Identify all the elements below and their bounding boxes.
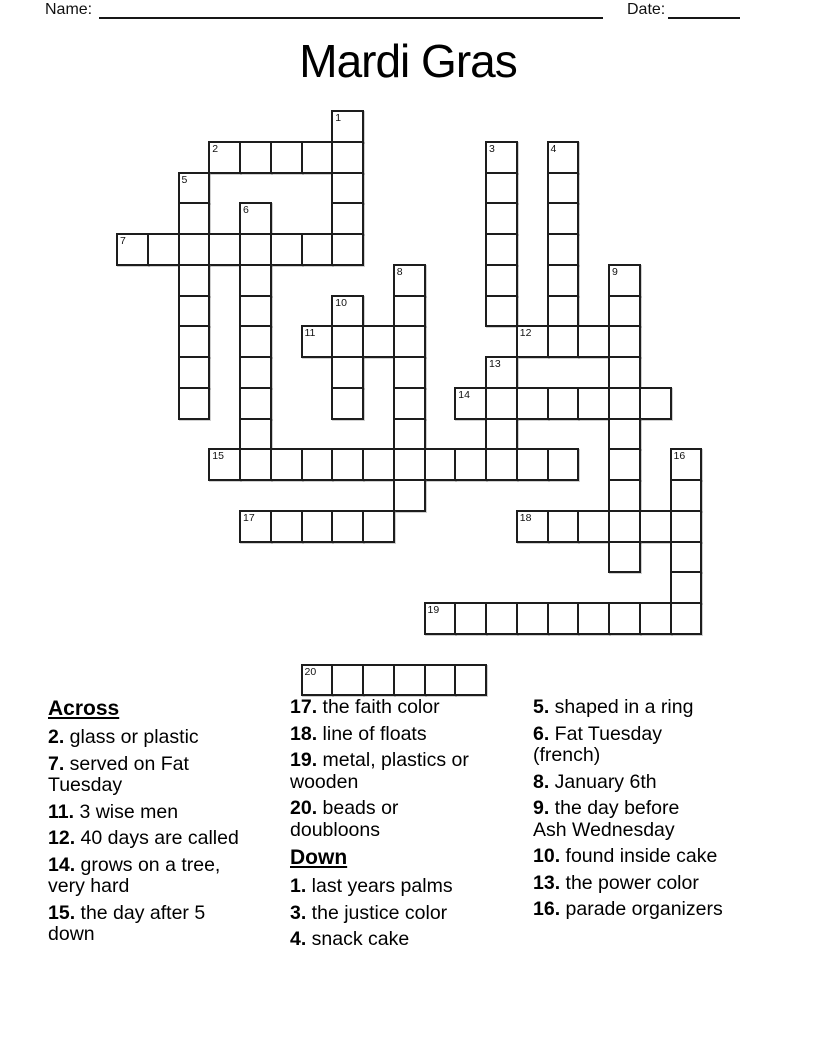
cell-number: 8 [396, 265, 403, 278]
clue-number: 13. [533, 871, 561, 894]
grid-cell[interactable] [116, 233, 149, 266]
clue-number: 12. [48, 827, 76, 849]
grid-cell[interactable] [424, 664, 457, 697]
grid-cell[interactable] [239, 448, 272, 481]
clue-number: 16. [533, 898, 561, 920]
clue-section-heading: Across [48, 697, 120, 720]
grid-cell[interactable] [485, 264, 518, 297]
date-line[interactable] [668, 1, 740, 19]
clue-column-2 [290, 697, 524, 956]
grid-cell[interactable] [424, 448, 457, 481]
cell-number: 16 [673, 450, 686, 463]
grid-cell[interactable] [547, 387, 580, 420]
grid-cell[interactable] [608, 510, 641, 543]
grid-cell[interactable] [547, 141, 580, 174]
clue-column-1 [48, 697, 282, 951]
grid-cell[interactable] [239, 264, 272, 297]
grid-cell[interactable] [485, 202, 518, 235]
cell-number: 4 [550, 142, 557, 155]
crossword-grid [116, 110, 702, 696]
grid-cell[interactable] [362, 448, 395, 481]
grid-cell[interactable] [608, 356, 641, 389]
grid-cell[interactable] [301, 448, 334, 481]
grid-cell[interactable] [608, 387, 641, 420]
cell-number: 1 [335, 112, 342, 124]
clue-item: 10. found inside cake [533, 845, 718, 867]
grid-cell[interactable] [485, 356, 518, 389]
grid-cell[interactable] [608, 264, 641, 297]
clue-number: 9. [533, 797, 550, 819]
grid-cell[interactable] [485, 141, 518, 174]
cell-number: 12 [519, 327, 532, 340]
grid-cell[interactable] [577, 510, 610, 543]
clue-number: 18. [290, 722, 318, 745]
clue-item: 16. parade organizers [533, 898, 723, 920]
grid-cell[interactable] [670, 571, 703, 604]
grid-cell[interactable] [516, 510, 549, 543]
grid-cell[interactable] [178, 325, 211, 358]
grid-cell[interactable] [547, 233, 580, 266]
grid-cell[interactable] [547, 448, 580, 481]
clue-item: 18. line of floats [290, 722, 427, 745]
grid-cell[interactable] [393, 356, 426, 389]
cell-number: 20 [304, 665, 317, 678]
grid-cell[interactable] [670, 479, 703, 512]
clue-item: 4. snack cake [290, 928, 410, 950]
grid-cell[interactable] [608, 448, 641, 481]
grid-cell[interactable] [301, 325, 334, 358]
grid-cell[interactable] [577, 602, 610, 635]
grid-cell[interactable] [331, 356, 364, 389]
cell-number: 10 [335, 296, 347, 309]
clue-item: 5. shaped in a ring [533, 696, 694, 718]
grid-cell[interactable] [608, 325, 641, 358]
grid-cell[interactable] [547, 264, 580, 297]
clue-number: 3. [290, 901, 307, 924]
clue-item: 11. 3 wise men [48, 800, 179, 823]
grid-cell[interactable] [608, 541, 641, 574]
grid-cell[interactable] [547, 602, 580, 635]
grid-cell[interactable] [362, 510, 395, 543]
cell-number: 11 [304, 327, 316, 340]
grid-cell[interactable] [331, 325, 364, 358]
grid-cell[interactable] [362, 664, 395, 697]
grid-cell[interactable] [178, 233, 211, 266]
name-label: Name: [45, 1, 93, 18]
cell-number: 3 [489, 142, 495, 155]
cell-number: 14 [458, 388, 470, 401]
grid-cell[interactable] [485, 448, 518, 481]
grid-cell[interactable] [331, 510, 364, 543]
grid-cell[interactable] [178, 172, 211, 205]
grid-cell[interactable] [208, 233, 241, 266]
clue-item: 20. beads or doubloons [290, 797, 399, 841]
clue-item: 3. the justice color [290, 901, 448, 924]
grid-cell[interactable] [577, 325, 610, 358]
clue-column-3 [533, 697, 773, 926]
grid-cell[interactable] [270, 141, 303, 174]
grid-cell[interactable] [239, 141, 272, 174]
grid-cell[interactable] [178, 387, 211, 420]
clue-item: 1. last years palms [290, 875, 453, 897]
grid-cell[interactable] [270, 510, 303, 543]
clue-number: 19. [290, 749, 318, 771]
grid-cell[interactable] [393, 448, 426, 481]
clue-item: 19. metal, plastics or wooden [290, 749, 469, 793]
grid-cell[interactable] [331, 110, 364, 143]
grid-cell[interactable] [393, 479, 426, 512]
clue-section-heading: Down [290, 846, 348, 869]
grid-cell[interactable] [331, 387, 364, 420]
grid-cell[interactable] [608, 479, 641, 512]
grid-cell[interactable] [393, 418, 426, 451]
grid-cell[interactable] [577, 387, 610, 420]
grid-cell[interactable] [331, 295, 364, 328]
cell-number: 9 [612, 265, 618, 278]
clue-item: 7. served on Fat Tuesday [48, 752, 189, 796]
clue-item: 2. glass or plastic [48, 726, 199, 748]
grid-cell[interactable] [516, 602, 549, 635]
grid-cell[interactable] [239, 510, 272, 543]
grid-cell[interactable] [331, 233, 364, 266]
clue-number: 2. [48, 726, 65, 748]
grid-cell[interactable] [393, 264, 426, 297]
grid-cell[interactable] [393, 664, 426, 697]
clue-number: 15. [48, 901, 76, 924]
grid-cell[interactable] [331, 448, 364, 481]
cell-number: 6 [243, 204, 249, 217]
grid-cell[interactable] [393, 387, 426, 420]
grid-cell[interactable] [670, 541, 703, 574]
grid-cell[interactable] [393, 295, 426, 328]
grid-cell[interactable] [331, 202, 364, 235]
grid-cell[interactable] [454, 664, 487, 697]
grid-cell[interactable] [547, 202, 580, 235]
grid-cell[interactable] [331, 664, 364, 697]
grid-cell[interactable] [424, 602, 457, 635]
clue-number: 11. [48, 800, 75, 823]
grid-cell[interactable] [239, 233, 272, 266]
grid-cell[interactable] [608, 295, 641, 328]
grid-cell[interactable] [178, 264, 211, 297]
clue-item: 13. the power color [533, 871, 699, 894]
clue-item: 6. Fat Tuesday (french) [533, 722, 662, 766]
grid-cell[interactable] [485, 387, 518, 420]
grid-cell[interactable] [239, 295, 272, 328]
grid-cell[interactable] [670, 602, 703, 635]
grid-cell[interactable] [178, 356, 211, 389]
clue-item: 9. the day before Ash Wednesday [533, 797, 680, 841]
grid-cell[interactable] [485, 233, 518, 266]
clue-item: 12. 40 days are called [48, 827, 239, 849]
grid-cell[interactable] [208, 448, 241, 481]
grid-cell[interactable] [208, 141, 241, 174]
grid-cell[interactable] [547, 325, 580, 358]
grid-cell[interactable] [547, 295, 580, 328]
grid-cell[interactable] [485, 295, 518, 328]
clue-item: 14. grows on a tree, very hard [48, 853, 221, 897]
clue-number: 17. [290, 696, 318, 718]
grid-cell[interactable] [454, 387, 487, 420]
grid-cell[interactable] [178, 295, 211, 328]
clue-number: 4. [290, 928, 307, 950]
cell-number: 2 [212, 142, 219, 155]
date-label: Date: [627, 1, 666, 18]
cell-number: 18 [519, 511, 532, 524]
grid-cell[interactable] [670, 448, 703, 481]
grid-cell[interactable] [301, 233, 334, 266]
grid-cell[interactable] [239, 418, 272, 451]
grid-cell[interactable] [301, 664, 334, 697]
clue-number: 1. [290, 875, 307, 897]
clue-number: 5. [533, 696, 550, 718]
clue-number: 10. [533, 845, 561, 867]
grid-cell[interactable] [608, 602, 641, 635]
name-line[interactable] [99, 1, 603, 19]
grid-cell[interactable] [393, 325, 426, 358]
grid-cell[interactable] [608, 418, 641, 451]
grid-cell[interactable] [516, 448, 549, 481]
clue-item: 15. the day after 5 down [48, 901, 206, 945]
cell-number: 19 [427, 604, 440, 616]
grid-cell[interactable] [547, 172, 580, 205]
grid-cell[interactable] [362, 325, 395, 358]
clue-number: 14. [48, 853, 76, 876]
grid-cell[interactable] [485, 602, 518, 635]
cell-number: 15 [212, 450, 224, 463]
clue-number: 20. [290, 797, 318, 819]
cell-number: 13 [489, 358, 501, 370]
grid-cell[interactable] [239, 356, 272, 389]
grid-cell[interactable] [270, 233, 303, 266]
grid-cell[interactable] [239, 387, 272, 420]
clue-number: 6. [533, 722, 550, 745]
page-title: Mardi Gras [299, 35, 517, 87]
grid-cell[interactable] [639, 602, 672, 635]
grid-cell[interactable] [331, 141, 364, 174]
grid-cell[interactable] [301, 141, 334, 174]
grid-cell[interactable] [239, 325, 272, 358]
grid-cell[interactable] [270, 448, 303, 481]
clue-item: 8. January 6th [533, 770, 657, 793]
clue-number: 8. [533, 770, 550, 793]
grid-cell[interactable] [454, 602, 487, 635]
grid-cell[interactable] [547, 510, 580, 543]
grid-cell[interactable] [485, 418, 518, 451]
grid-cell[interactable] [454, 448, 487, 481]
grid-cell[interactable] [639, 387, 672, 420]
grid-cell[interactable] [147, 233, 180, 266]
grid-cell[interactable] [670, 510, 703, 543]
grid-cell[interactable] [485, 172, 518, 205]
clue-item: 17. the faith color [290, 696, 440, 718]
grid-cell[interactable] [516, 387, 549, 420]
cell-number: 7 [120, 235, 126, 247]
cell-number: 5 [181, 173, 188, 186]
grid-cell[interactable] [178, 202, 211, 235]
grid-cell[interactable] [239, 202, 272, 235]
grid-cell[interactable] [301, 510, 334, 543]
cell-number: 17 [243, 511, 255, 524]
grid-cell[interactable] [331, 172, 364, 205]
clue-number: 7. [48, 752, 65, 775]
grid-cell[interactable] [516, 325, 549, 358]
grid-cell[interactable] [639, 510, 672, 543]
